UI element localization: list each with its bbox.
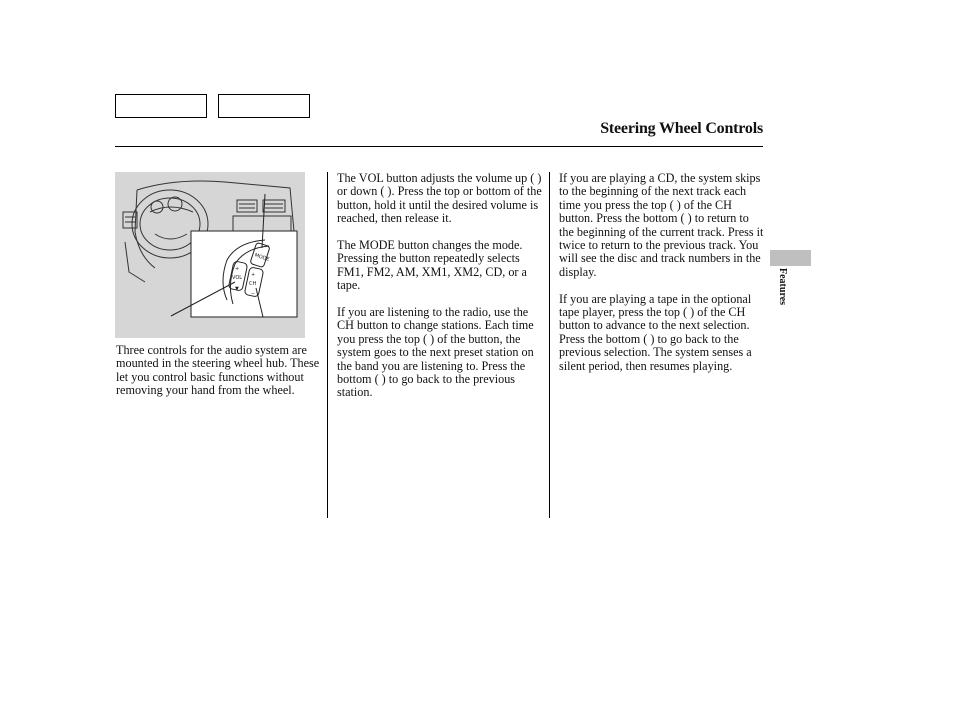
text-column-2	[337, 172, 543, 400]
text-column-1	[116, 344, 322, 398]
title-divider	[115, 146, 763, 147]
section-tab[interactable]	[770, 250, 811, 266]
paragraph: Three controls for the audio system are mounted in the steering wheel hub. These let you control basic functions without removing your hand from the wheel.	[116, 343, 320, 398]
paragraph: The MODE button changes the mode. Pressing the button repeatedly selects FM1, FM2, AM, XM1, XM2, CD, or a tape.	[337, 238, 527, 293]
svg-text:▼: ▼	[235, 286, 239, 292]
paragraph: The VOL button adjusts the volume up ( ) or down ( ). Press the top or bottom of the button, hold it until the desired volume is reached, then release it.	[337, 171, 542, 226]
ch-button-label: CH	[249, 281, 257, 287]
nav-button-index[interactable]	[218, 94, 310, 118]
mode-button-label: MODE	[253, 252, 271, 263]
svg-text:+: +	[235, 266, 240, 272]
column-divider	[549, 172, 550, 518]
column-divider	[327, 172, 328, 518]
paragraph: If you are playing a tape in the optional tape player, press the top ( ) of the CH button to advance to the next selection. Press the bottom ( ) to go back to the previous selection. The system senses a silent period, then resumes playing.	[559, 291, 752, 373]
paragraph: If you are playing a CD, the system skips to the beginning of the next track each time you press the top ( ) of the CH button. Press the bottom ( ) to return to the beginning of the current track. Press it twice to return to the previous track. You will see the disc and track numbers in the display.	[559, 171, 764, 279]
steering-wheel-illustration	[115, 172, 305, 338]
section-label: Features	[777, 268, 788, 306]
text-column-3	[559, 172, 765, 373]
svg-text:+: +	[251, 272, 256, 278]
paragraph: If you are listening to the radio, use the CH button to change stations. Each time you press the top ( ) of the button, the system goes to the next preset station on the band you are listening to. Press the bottom ( ) to go back to the previous station.	[337, 305, 534, 400]
page-title: Steering Wheel Controls	[600, 120, 763, 137]
vol-button-label: VOL	[232, 275, 243, 281]
svg-text:−: −	[251, 291, 256, 297]
nav-button-main-menu[interactable]	[115, 94, 207, 118]
